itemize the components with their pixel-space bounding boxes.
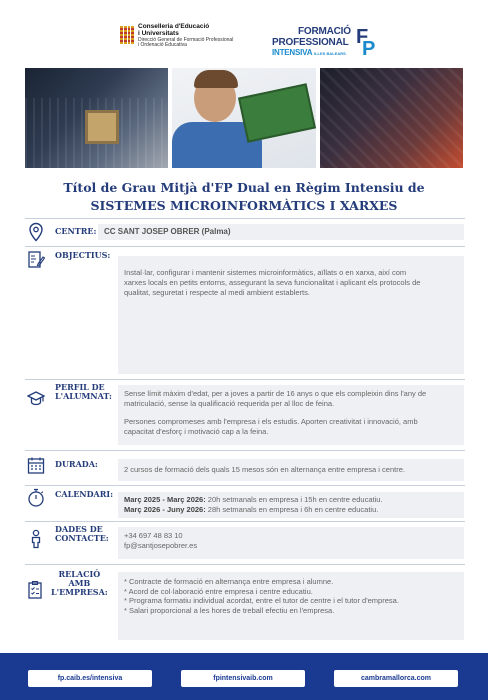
contacte-email[interactable]: fp@santjosepobrer.es — [124, 541, 198, 551]
logo-illes-balears: ILLES BALEARS — [314, 51, 346, 56]
centre-value: CC SANT JOSEP OBRER (Palma) — [98, 224, 464, 240]
photo-circuit-board — [320, 68, 463, 168]
fp-mark-p: P — [362, 38, 376, 60]
fp-mark-icon — [356, 26, 376, 58]
footer-link-fpintensivaib[interactable]: fpintensivaib.com — [181, 670, 305, 687]
relacio-label — [51, 570, 108, 598]
photo-technician-with-card — [172, 68, 315, 168]
calendari-period-1: Març 2025 - Març 2026: — [124, 495, 206, 504]
contacte-box — [118, 527, 464, 559]
calendari-period-2: Març 2026 - Juny 2026: — [124, 505, 206, 515]
calendari-hours-1: 20h setmanals en empresa i 15h en centre educatiu. — [205, 495, 383, 504]
logo-intensiva: INTENSIVA — [272, 48, 313, 57]
photo-motherboard-cpu — [25, 68, 168, 168]
perfil-text-2: matriculació, sense la qualificació requerida per al lloc de feina. — [124, 399, 335, 409]
contacte-label-2: CONTACTE: — [55, 533, 109, 544]
location-pin-icon — [27, 222, 45, 242]
objectius-box — [118, 256, 464, 374]
calendari-label: CALENDARI: — [55, 489, 114, 499]
objectius-text-3: qualitat, seguretat i respecte al medi ambient establerts. — [124, 288, 310, 298]
title-line-2: SISTEMES MICROINFORMÀTICS I XARXES — [90, 198, 398, 213]
calendari-row-1 — [124, 495, 458, 505]
calendar-icon — [27, 456, 45, 476]
logo-formacio: FORMACIÓ — [298, 26, 351, 37]
row-calendari — [25, 488, 465, 516]
perfil-paragraph-1 — [124, 389, 458, 409]
footer — [0, 653, 488, 700]
relacio-item-4: * Salari proporcional a les hores de treball efectiu en l'empresa. — [124, 605, 335, 615]
perfil-label-1: PERFIL DE — [55, 382, 105, 392]
relacio-box — [118, 572, 464, 640]
centre-label: CENTRE: — [55, 226, 97, 236]
row-contacte — [25, 525, 465, 561]
objectius-text-1: Instal·lar, configurar i mantenir sistemes microinformàtics, aïllats o en xarxa, així com — [124, 268, 407, 277]
perfil-text-4: capacitat d'esforç i motivació cap a la feina. — [124, 427, 269, 437]
direccio-general-2: i Ordenació Educativa — [138, 41, 187, 48]
durada-value: 2 cursos de formació dels quals 15 mesos són en alternança entre empresa i centre. — [118, 459, 464, 481]
relacio-label-3: L'EMPRESA: — [51, 587, 108, 598]
photo-strip — [25, 68, 463, 168]
perfil-paragraph-2 — [124, 417, 458, 437]
objectius-label: OBJECTIUS: — [55, 250, 111, 260]
divider — [25, 246, 465, 247]
checklist-pencil-icon — [27, 250, 45, 270]
calendari-hours-2: 28h setmanals en empresa i 6h en centre educatiu. — [205, 505, 379, 515]
conselleria-name-2: i Universitats — [138, 29, 179, 37]
relacio-item-1: * Contracte de formació en alternança entre empresa i alumne. — [124, 577, 334, 586]
perfil-text-1: Sense límit màxim d'edat, per a joves a partir de 16 anys o que els compleixin dins l'any de — [124, 389, 427, 398]
contacte-label-1: DADES DE — [55, 524, 103, 534]
divider — [25, 218, 465, 219]
relacio-item-3: * Programa formatiu individual acordat, entre el tutor de centre i el tutor d'empresa. — [124, 596, 399, 606]
contract-document-icon — [27, 580, 45, 600]
title-line-1: Títol de Grau Mitjà d'FP Dual en Règim Intensiu de — [63, 180, 425, 195]
contacte-phone[interactable]: +34 697 48 83 10 — [124, 531, 183, 540]
perfil-label — [55, 383, 112, 401]
perfil-text-3: Persones compromeses amb l'empresa i els estudis. Aporten creativitat i innovació, amb — [124, 417, 418, 427]
row-relacio — [25, 570, 465, 642]
govern-balear-logo-icon — [120, 26, 134, 44]
perfil-label-2: L'ALUMNAT: — [55, 391, 113, 402]
fp-mark-f: F — [356, 26, 369, 48]
person-icon — [27, 529, 45, 549]
contacte-label — [55, 525, 109, 543]
durada-label: DURADA: — [55, 459, 98, 469]
conselleria-text — [138, 24, 233, 48]
divider — [25, 485, 465, 486]
divider — [25, 521, 465, 522]
calendari-box — [118, 492, 464, 518]
perfil-box — [118, 385, 464, 445]
calendari-row-2 — [124, 505, 458, 515]
footer-link-cambramallorca[interactable]: cambramallorca.com — [334, 670, 458, 687]
conselleria-name: Conselleria d'Educació — [138, 23, 210, 30]
fp-intensiva-logo — [272, 24, 382, 58]
divider — [25, 564, 465, 565]
logo-professional: PROFESSIONAL — [272, 37, 349, 48]
objectius-text-2: xarxes locals en petits entorns, assegurant la seva funcionalitat i aplicant els protocols de — [124, 278, 421, 288]
row-perfil — [25, 383, 465, 445]
relacio-item-2: * Acord de col·laboració entre empresa i centre educatiu. — [124, 586, 313, 596]
relacio-label-2: AMB — [68, 578, 91, 589]
direccio-general: Direcció General de Formació Professional — [138, 36, 234, 43]
header — [0, 20, 488, 60]
divider — [25, 379, 465, 380]
relacio-label-1: RELACIÓ — [58, 569, 101, 579]
row-objectius — [25, 250, 465, 375]
stopwatch-icon — [27, 488, 45, 508]
footer-link-fp-caib[interactable]: fp.caib.es/intensiva — [28, 670, 152, 687]
graduation-cap-icon — [27, 389, 45, 409]
row-centre — [25, 222, 465, 244]
divider — [25, 450, 465, 451]
page-title — [0, 180, 488, 213]
row-durada — [25, 455, 465, 481]
